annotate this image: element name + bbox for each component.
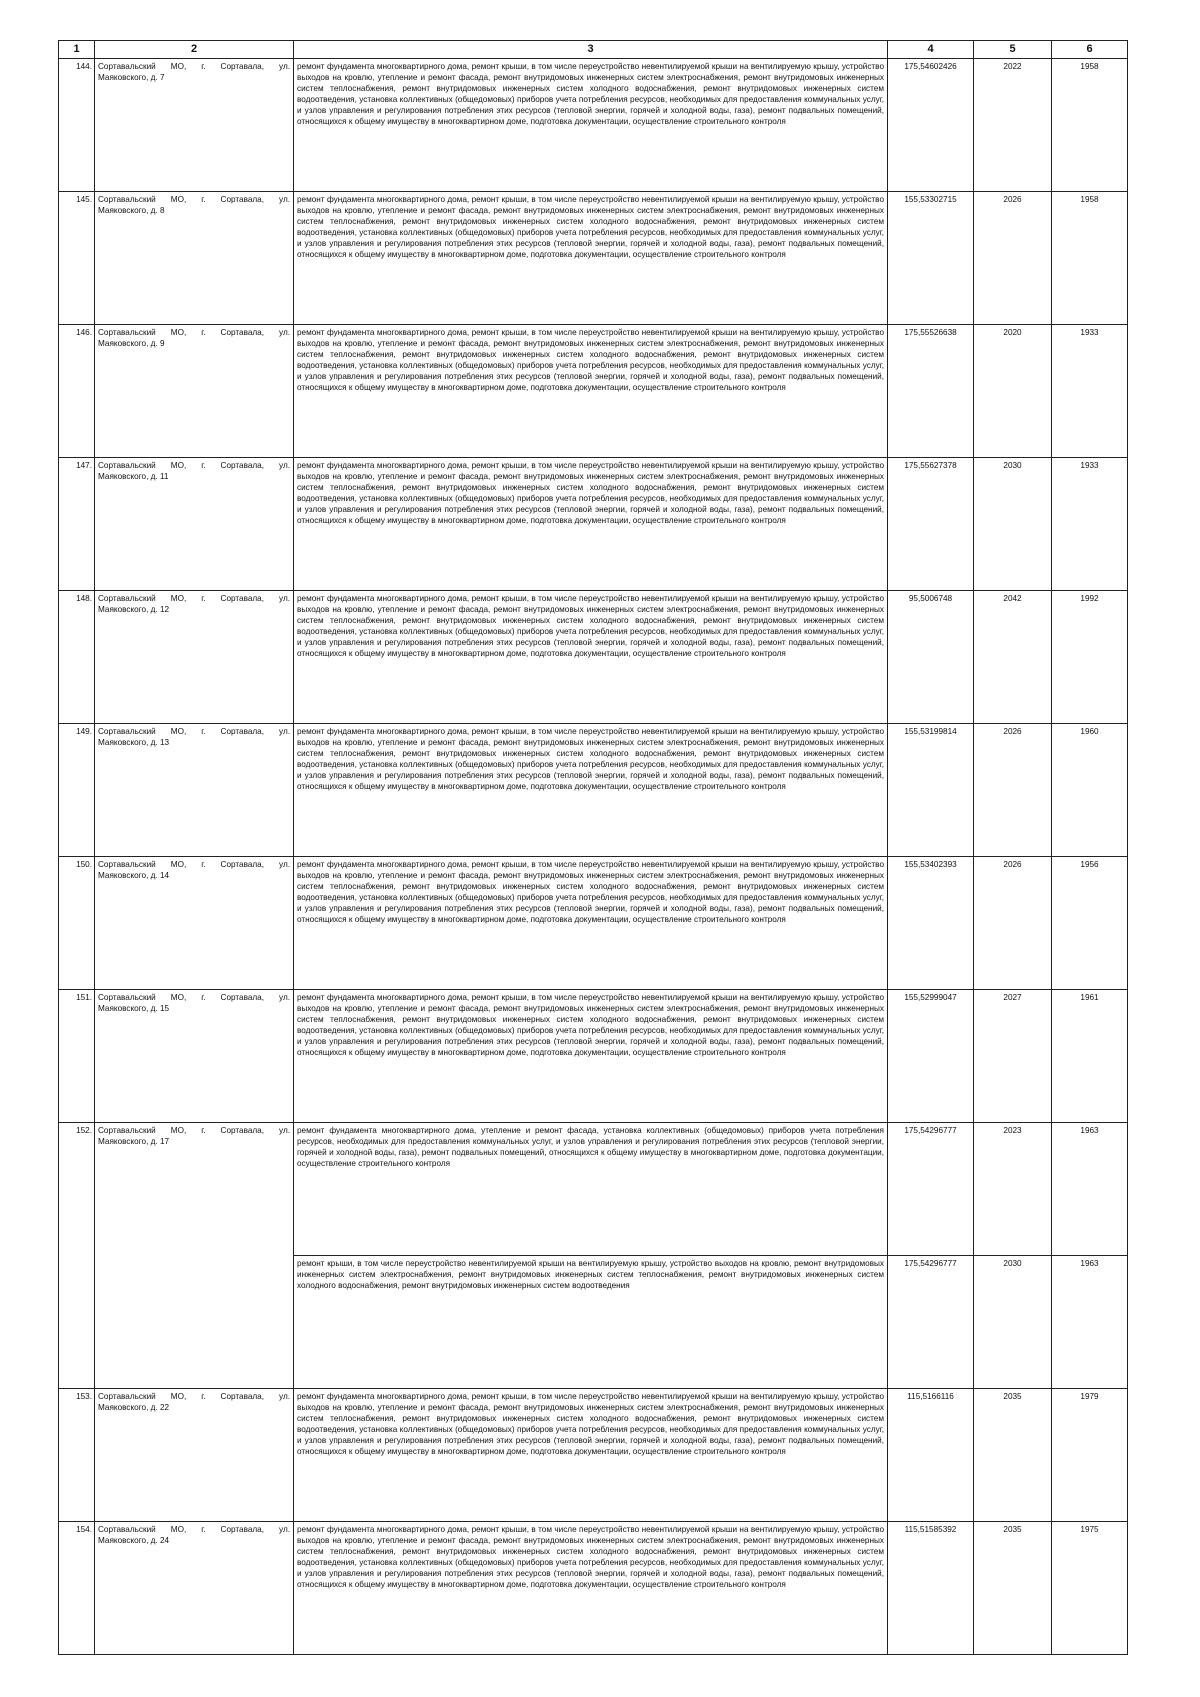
row-cost: 175,54296777 — [888, 1123, 974, 1256]
row-number: 154. — [59, 1522, 95, 1655]
table-row — [59, 724, 1128, 857]
row-address: Сортавальский МО, г. Сортавала, ул. Маяковского, д. 13 — [95, 724, 294, 857]
row-works: ремонт фундамента многоквартирного дома, ремонт крыши, в том числе переустройство невентилируемой крыши на вентилируемую крышу, устройство выходов на кровлю, утепление и ремонт фасада, ремонт внутридомовых инженерных систем электроснабжения, ремонт внутридомовых инженерных систем теплоснабжения, ремонт внутридомовых инженерных систем холодного водоснабжения, ремонт внутридомовых инженерных систем водоотведения, установка коллективных (общедомовых) приборов учета потребления ресурсов, необходимых для предоставления коммунальных услуг, и узлов управления и регулирования потребления этих ресурсов (тепловой энергии, горячей и холодной воды, газа), ремонт подвальных помещений, относящихся к общему имуществу в многоквартирном доме, подготовка документации, осуществление строительного контроля — [294, 1522, 888, 1655]
row-built-year: 1963 — [1052, 1256, 1128, 1389]
row-works: ремонт фундамента многоквартирного дома, ремонт крыши, в том числе переустройство невентилируемой крыши на вентилируемую крышу, устройство выходов на кровлю, утепление и ремонт фасада, ремонт внутридомовых инженерных систем электроснабжения, ремонт внутридомовых инженерных систем теплоснабжения, ремонт внутридомовых инженерных систем холодного водоснабжения, ремонт внутридомовых инженерных систем водоотведения, установка коллективных (общедомовых) приборов учета потребления ресурсов, необходимых для предоставления коммунальных услуг, и узлов управления и регулирования потребления этих ресурсов (тепловой энергии, горячей и холодной воды, газа), ремонт подвальных помещений, относящихся к общему имуществу в многоквартирном доме, подготовка документации, осуществление строительного контроля — [294, 1389, 888, 1522]
row-works: ремонт фундамента многоквартирного дома, ремонт крыши, в том числе переустройство невентилируемой крыши на вентилируемую крышу, устройство выходов на кровлю, утепление и ремонт фасада, ремонт внутридомовых инженерных систем электроснабжения, ремонт внутридомовых инженерных систем теплоснабжения, ремонт внутридомовых инженерных систем холодного водоснабжения, ремонт внутридомовых инженерных систем водоотведения, установка коллективных (общедомовых) приборов учета потребления ресурсов, необходимых для предоставления коммунальных услуг, и узлов управления и регулирования потребления этих ресурсов (тепловой энергии, горячей и холодной воды, газа), ремонт подвальных помещений, относящихся к общему имуществу в многоквартирном доме, подготовка документации, осуществление строительного контроля — [294, 990, 888, 1123]
row-works: ремонт крыши, в том числе переустройство невентилируемой крыши на вентилируемую крышу, устройство выходов на кровлю, ремонт внутридомовых инженерных систем электроснабжения, ремонт внутридомовых инженерных систем теплоснабжения, ремонт внутридомовых инженерных систем холодного водоснабжения, ремонт внутридомовых инженерных систем водоотведения — [294, 1256, 888, 1389]
table-row — [59, 1522, 1128, 1655]
table-row — [59, 591, 1128, 724]
row-built-year: 1961 — [1052, 990, 1128, 1123]
row-works: ремонт фундамента многоквартирного дома, ремонт крыши, в том числе переустройство невентилируемой крыши на вентилируемую крышу, устройство выходов на кровлю, утепление и ремонт фасада, ремонт внутридомовых инженерных систем электроснабжения, ремонт внутридомовых инженерных систем теплоснабжения, ремонт внутридомовых инженерных систем холодного водоснабжения, ремонт внутридомовых инженерных систем водоотведения, установка коллективных (общедомовых) приборов учета потребления ресурсов, необходимых для предоставления коммунальных услуг, и узлов управления и регулирования потребления этих ресурсов (тепловой энергии, горячей и холодной воды, газа), ремонт подвальных помещений, относящихся к общему имуществу в многоквартирном доме, подготовка документации, осуществление строительного контроля — [294, 325, 888, 458]
row-cost: 155,52999047 — [888, 990, 974, 1123]
header-col-4: 4 — [888, 41, 974, 59]
table-row — [59, 59, 1128, 192]
row-address: Сортавальский МО, г. Сортавала, ул. Маяковского, д. 24 — [95, 1522, 294, 1655]
header-col-5: 5 — [974, 41, 1052, 59]
row-address: Сортавальский МО, г. Сортавала, ул. Маяковского, д. 12 — [95, 591, 294, 724]
header-col-6: 6 — [1052, 41, 1128, 59]
row-year: 2022 — [974, 59, 1052, 192]
row-address: Сортавальский МО, г. Сортавала, ул. Маяковского, д. 8 — [95, 192, 294, 325]
row-year: 2035 — [974, 1522, 1052, 1655]
header-col-2: 2 — [95, 41, 294, 59]
row-year: 2026 — [974, 192, 1052, 325]
row-number: 146. — [59, 325, 95, 458]
row-cost: 115,5166116 — [888, 1389, 974, 1522]
row-number: 153. — [59, 1389, 95, 1522]
row-number: 149. — [59, 724, 95, 857]
row-year: 2042 — [974, 591, 1052, 724]
row-cost: 155,53402393 — [888, 857, 974, 990]
row-works: ремонт фундамента многоквартирного дома, ремонт крыши, в том числе переустройство невентилируемой крыши на вентилируемую крышу, устройство выходов на кровлю, утепление и ремонт фасада, ремонт внутридомовых инженерных систем электроснабжения, ремонт внутридомовых инженерных систем теплоснабжения, ремонт внутридомовых инженерных систем холодного водоснабжения, ремонт внутридомовых инженерных систем водоотведения, установка коллективных (общедомовых) приборов учета потребления ресурсов, необходимых для предоставления коммунальных услуг, и узлов управления и регулирования потребления этих ресурсов (тепловой энергии, горячей и холодной воды, газа), ремонт подвальных помещений, относящихся к общему имуществу в многоквартирном доме, подготовка документации, осуществление строительного контроля — [294, 857, 888, 990]
row-year: 2035 — [974, 1389, 1052, 1522]
row-works: ремонт фундамента многоквартирного дома, ремонт крыши, в том числе переустройство невентилируемой крыши на вентилируемую крышу, устройство выходов на кровлю, утепление и ремонт фасада, ремонт внутридомовых инженерных систем электроснабжения, ремонт внутридомовых инженерных систем теплоснабжения, ремонт внутридомовых инженерных систем холодного водоснабжения, ремонт внутридомовых инженерных систем водоотведения, установка коллективных (общедомовых) приборов учета потребления ресурсов, необходимых для предоставления коммунальных услуг, и узлов управления и регулирования потребления этих ресурсов (тепловой энергии, горячей и холодной воды, газа), ремонт подвальных помещений, относящихся к общему имуществу в многоквартирном доме, подготовка документации, осуществление строительного контроля — [294, 192, 888, 325]
row-built-year: 1958 — [1052, 192, 1128, 325]
table-row — [59, 1389, 1128, 1522]
row-address: Сортавальский МО, г. Сортавала, ул. Маяковского, д. 15 — [95, 990, 294, 1123]
row-built-year: 1960 — [1052, 724, 1128, 857]
row-works: ремонт фундамента многоквартирного дома, ремонт крыши, в том числе переустройство невентилируемой крыши на вентилируемую крышу, устройство выходов на кровлю, утепление и ремонт фасада, ремонт внутридомовых инженерных систем электроснабжения, ремонт внутридомовых инженерных систем теплоснабжения, ремонт внутридомовых инженерных систем холодного водоснабжения, ремонт внутридомовых инженерных систем водоотведения, установка коллективных (общедомовых) приборов учета потребления ресурсов, необходимых для предоставления коммунальных услуг, и узлов управления и регулирования потребления этих ресурсов (тепловой энергии, горячей и холодной воды, газа), ремонт подвальных помещений, относящихся к общему имуществу в многоквартирном доме, подготовка документации, осуществление строительного контроля — [294, 591, 888, 724]
table-row — [59, 192, 1128, 325]
row-address: Сортавальский МО, г. Сортавала, ул. Маяковского, д. 17 — [95, 1123, 294, 1389]
row-address: Сортавальский МО, г. Сортавала, ул. Маяковского, д. 14 — [95, 857, 294, 990]
row-cost: 175,54296777 — [888, 1256, 974, 1389]
row-number: 144. — [59, 59, 95, 192]
row-cost: 175,55627378 — [888, 458, 974, 591]
row-works: ремонт фундамента многоквартирного дома, утепление и ремонт фасада, установка коллективных (общедомовых) приборов учета потребления ресурсов, необходимых для предоставления коммунальных услуг, и узлов управления и регулирования потребления этих ресурсов (тепловой энергии, горячей и холодной воды, газа), ремонт подвальных помещений, относящихся к общему имуществу в многоквартирном доме, подготовка документации, осуществление строительного контроля — [294, 1123, 888, 1256]
header-row — [59, 41, 1128, 59]
row-year: 2030 — [974, 1256, 1052, 1389]
row-year: 2030 — [974, 458, 1052, 591]
row-built-year: 1963 — [1052, 1123, 1128, 1256]
row-number: 145. — [59, 192, 95, 325]
row-built-year: 1992 — [1052, 591, 1128, 724]
capital-repair-table — [58, 40, 1128, 1655]
row-built-year: 1975 — [1052, 1522, 1128, 1655]
row-works: ремонт фундамента многоквартирного дома, ремонт крыши, в том числе переустройство невентилируемой крыши на вентилируемую крышу, устройство выходов на кровлю, утепление и ремонт фасада, ремонт внутридомовых инженерных систем электроснабжения, ремонт внутридомовых инженерных систем теплоснабжения, ремонт внутридомовых инженерных систем холодного водоснабжения, ремонт внутридомовых инженерных систем водоотведения, установка коллективных (общедомовых) приборов учета потребления ресурсов, необходимых для предоставления коммунальных услуг, и узлов управления и регулирования потребления этих ресурсов (тепловой энергии, горячей и холодной воды, газа), ремонт подвальных помещений, относящихся к общему имуществу в многоквартирном доме, подготовка документации, осуществление строительного контроля — [294, 458, 888, 591]
row-cost: 175,54602426 — [888, 59, 974, 192]
table-row — [59, 990, 1128, 1123]
row-number: 150. — [59, 857, 95, 990]
row-year: 2026 — [974, 857, 1052, 990]
row-year: 2026 — [974, 724, 1052, 857]
table-row — [59, 325, 1128, 458]
row-works: ремонт фундамента многоквартирного дома, ремонт крыши, в том числе переустройство невентилируемой крыши на вентилируемую крышу, устройство выходов на кровлю, утепление и ремонт фасада, ремонт внутридомовых инженерных систем электроснабжения, ремонт внутридомовых инженерных систем теплоснабжения, ремонт внутридомовых инженерных систем холодного водоснабжения, ремонт внутридомовых инженерных систем водоотведения, установка коллективных (общедомовых) приборов учета потребления ресурсов, необходимых для предоставления коммунальных услуг, и узлов управления и регулирования потребления этих ресурсов (тепловой энергии, горячей и холодной воды, газа), ремонт подвальных помещений, относящихся к общему имуществу в многоквартирном доме, подготовка документации, осуществление строительного контроля — [294, 59, 888, 192]
row-built-year: 1933 — [1052, 458, 1128, 591]
row-number: 148. — [59, 591, 95, 724]
row-cost: 115,51585392 — [888, 1522, 974, 1655]
row-year: 2023 — [974, 1123, 1052, 1256]
table-row — [59, 458, 1128, 591]
row-cost: 155,53199814 — [888, 724, 974, 857]
row-year: 2027 — [974, 990, 1052, 1123]
header-col-1: 1 — [59, 41, 95, 59]
row-built-year: 1956 — [1052, 857, 1128, 990]
row-built-year: 1958 — [1052, 59, 1128, 192]
row-number: 147. — [59, 458, 95, 591]
row-works: ремонт фундамента многоквартирного дома, ремонт крыши, в том числе переустройство невентилируемой крыши на вентилируемую крышу, устройство выходов на кровлю, утепление и ремонт фасада, ремонт внутридомовых инженерных систем электроснабжения, ремонт внутридомовых инженерных систем теплоснабжения, ремонт внутридомовых инженерных систем холодного водоснабжения, ремонт внутридомовых инженерных систем водоотведения, установка коллективных (общедомовых) приборов учета потребления ресурсов, необходимых для предоставления коммунальных услуг, и узлов управления и регулирования потребления этих ресурсов (тепловой энергии, горячей и холодной воды, газа), ремонт подвальных помещений, относящихся к общему имуществу в многоквартирном доме, подготовка документации, осуществление строительного контроля — [294, 724, 888, 857]
table-row — [59, 857, 1128, 990]
row-built-year: 1933 — [1052, 325, 1128, 458]
row-built-year: 1979 — [1052, 1389, 1128, 1522]
row-number: 152. — [59, 1123, 95, 1389]
row-address: Сортавальский МО, г. Сортавала, ул. Маяковского, д. 7 — [95, 59, 294, 192]
row-cost: 155,53302715 — [888, 192, 974, 325]
header-col-3: 3 — [294, 41, 888, 59]
row-address: Сортавальский МО, г. Сортавала, ул. Маяковского, д. 11 — [95, 458, 294, 591]
table-row — [59, 1123, 1128, 1256]
row-cost: 95,5006748 — [888, 591, 974, 724]
row-number: 151. — [59, 990, 95, 1123]
row-address: Сортавальский МО, г. Сортавала, ул. Маяковского, д. 22 — [95, 1389, 294, 1522]
row-year: 2020 — [974, 325, 1052, 458]
row-cost: 175,55526638 — [888, 325, 974, 458]
row-address: Сортавальский МО, г. Сортавала, ул. Маяковского, д. 9 — [95, 325, 294, 458]
